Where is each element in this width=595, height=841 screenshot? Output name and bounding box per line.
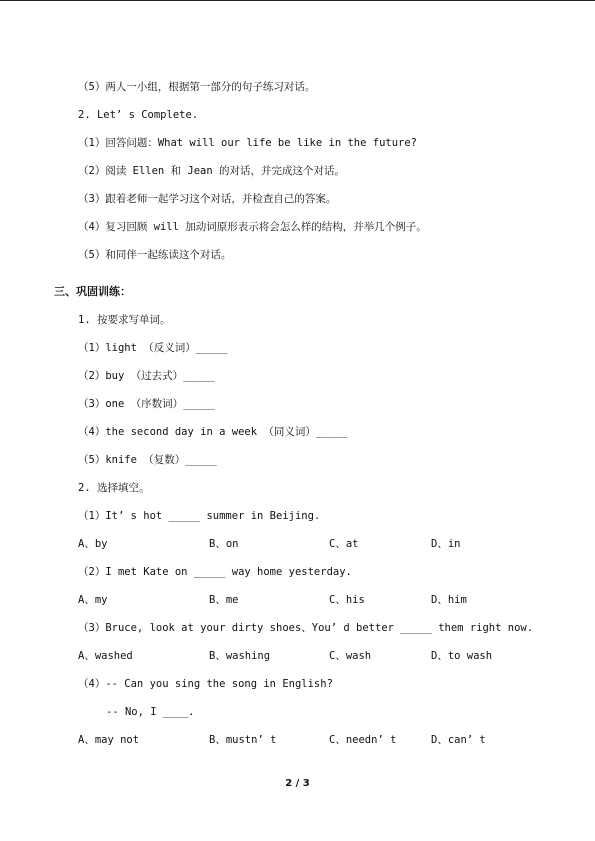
part2-item-5: （5）两人一小组，根据第一部分的句子练习对话。	[78, 81, 316, 93]
q2-q4-option-c: C、needn’ t	[329, 734, 397, 746]
page-number: 2 / 3	[285, 778, 310, 789]
q2-q2-option-d: D、him	[431, 594, 467, 606]
q1-item-1: （1）light （反义词）_____	[78, 342, 228, 354]
q2-q1-option-d: D、in	[431, 538, 461, 550]
q2-question-3-stem: （3）Bruce, look at your dirty shoes、You’ d better _____ them right now.	[78, 622, 534, 634]
q2-q4-option-b: B、mustn’ t	[209, 734, 277, 746]
part2-sub2-title: 2. Let’ s Complete.	[78, 109, 199, 121]
q2-q4-option-d: D、can’ t	[431, 734, 486, 746]
q2-q2-option-c: C、his	[329, 594, 365, 606]
part2-sub2-item-1: （1）回答问题：What will our life be like in the future?	[78, 137, 418, 149]
q2-question-1-stem: （1）It’ s hot _____ summer in Beijing.	[78, 510, 321, 522]
q1-item-4: （4）the second day in a week （同义词）_____	[78, 426, 348, 438]
q2-q2-option-b: B、me	[209, 594, 239, 606]
q2-q3-option-d: D、to wash	[431, 650, 493, 662]
q1-title: 1. 按要求写单词。	[78, 314, 171, 326]
q2-question-2-stem: （2）I met Kate on _____ way home yesterday.	[78, 566, 352, 578]
q2-q3-option-b: B、washing	[209, 650, 271, 662]
q2-q4-option-a: A、may not	[78, 734, 140, 746]
q2-q1-option-a: A、by	[78, 538, 108, 550]
part2-sub2-item-2: （2）阅读 Ellen 和 Jean 的对话，并完成这个对话。	[78, 165, 346, 177]
q2-question-4-stem-line2: -- No, I ____.	[106, 706, 195, 718]
q2-title: 2. 选择填空。	[78, 482, 150, 494]
q2-q1-option-c: C、at	[329, 538, 359, 550]
q2-q1-option-b: B、on	[209, 538, 239, 550]
q2-question-4-stem: （4）-- Can you sing the song in English?	[78, 678, 333, 690]
part2-sub2-item-4: （4）复习回顾 will 加动词原形表示将会怎么样的结构，并举几个例子。	[78, 221, 427, 233]
section3-heading: 三、巩固训练：	[54, 285, 131, 298]
q1-item-3: （3）one （序数词）_____	[78, 398, 215, 410]
part2-sub2-item-5: （5）和同伴一起练读这个对话。	[78, 249, 232, 261]
top-border-rule	[0, 0, 595, 1]
q2-q2-option-a: A、my	[78, 594, 108, 606]
q2-q3-option-c: C、wash	[329, 650, 372, 662]
q1-item-2: （2）buy （过去式）_____	[78, 370, 215, 382]
part2-sub2-item-3: （3）跟着老师一起学习这个对话，并检查自己的答案。	[78, 193, 337, 205]
q1-item-5: （5）knife （复数）_____	[78, 454, 217, 466]
q2-q3-option-a: A、washed	[78, 650, 133, 662]
